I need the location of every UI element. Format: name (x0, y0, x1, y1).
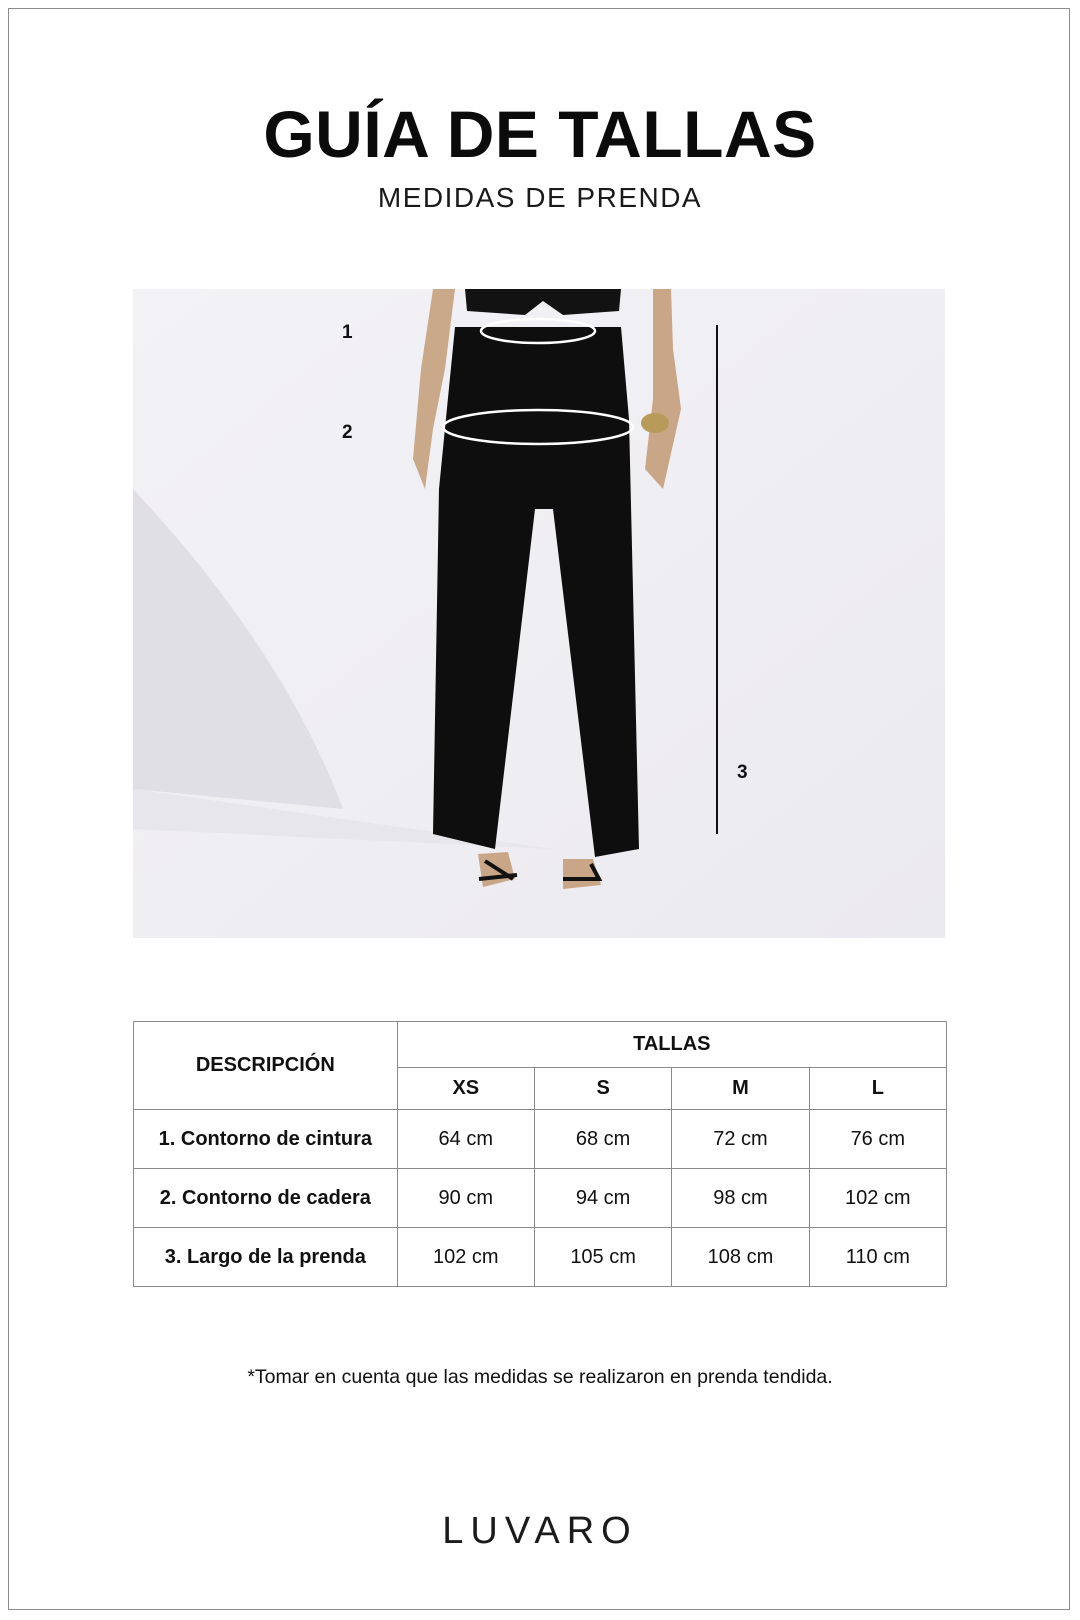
size-xs-header: XS (397, 1068, 534, 1110)
size-s-header: S (534, 1068, 671, 1110)
table-cell: 64 cm (397, 1110, 534, 1169)
page-subtitle: MEDIDAS DE PRENDA (377, 182, 703, 213)
table-cell: 105 cm (534, 1228, 671, 1287)
table-cell: 102 cm (809, 1169, 946, 1228)
row-label: 3. Largo de la prenda (134, 1228, 398, 1287)
table-cell: 76 cm (809, 1110, 946, 1169)
table-row (134, 1110, 947, 1169)
size-l-header: L (809, 1068, 946, 1110)
waist-marker: 1 (342, 322, 353, 343)
table-cell: 94 cm (534, 1169, 671, 1228)
length-marker: 3 (737, 762, 748, 783)
table-cell: 110 cm (809, 1228, 946, 1287)
hip-marker: 2 (342, 422, 353, 443)
brand-logo: LUVARO (442, 1510, 638, 1552)
table-cell: 98 cm (672, 1169, 809, 1228)
size-table (133, 1021, 947, 1287)
table-cell: 102 cm (397, 1228, 534, 1287)
description-header: DESCRIPCIÓN (134, 1022, 398, 1110)
table-row (134, 1228, 947, 1287)
table-cell: 72 cm (672, 1110, 809, 1169)
table-cell: 108 cm (672, 1228, 809, 1287)
table-row (134, 1169, 947, 1228)
table-cell: 68 cm (534, 1110, 671, 1169)
product-photo (133, 289, 945, 938)
sizes-header: TALLAS (397, 1022, 946, 1068)
measurement-note: *Tomar en cuenta que las medidas se realizaron en prenda tendida. (247, 1366, 833, 1388)
size-m-header: M (672, 1068, 809, 1110)
page-title: GUÍA DE TALLAS (263, 97, 817, 171)
row-label: 2. Contorno de cadera (134, 1169, 398, 1228)
row-label: 1. Contorno de cintura (134, 1110, 398, 1169)
table-cell: 90 cm (397, 1169, 534, 1228)
